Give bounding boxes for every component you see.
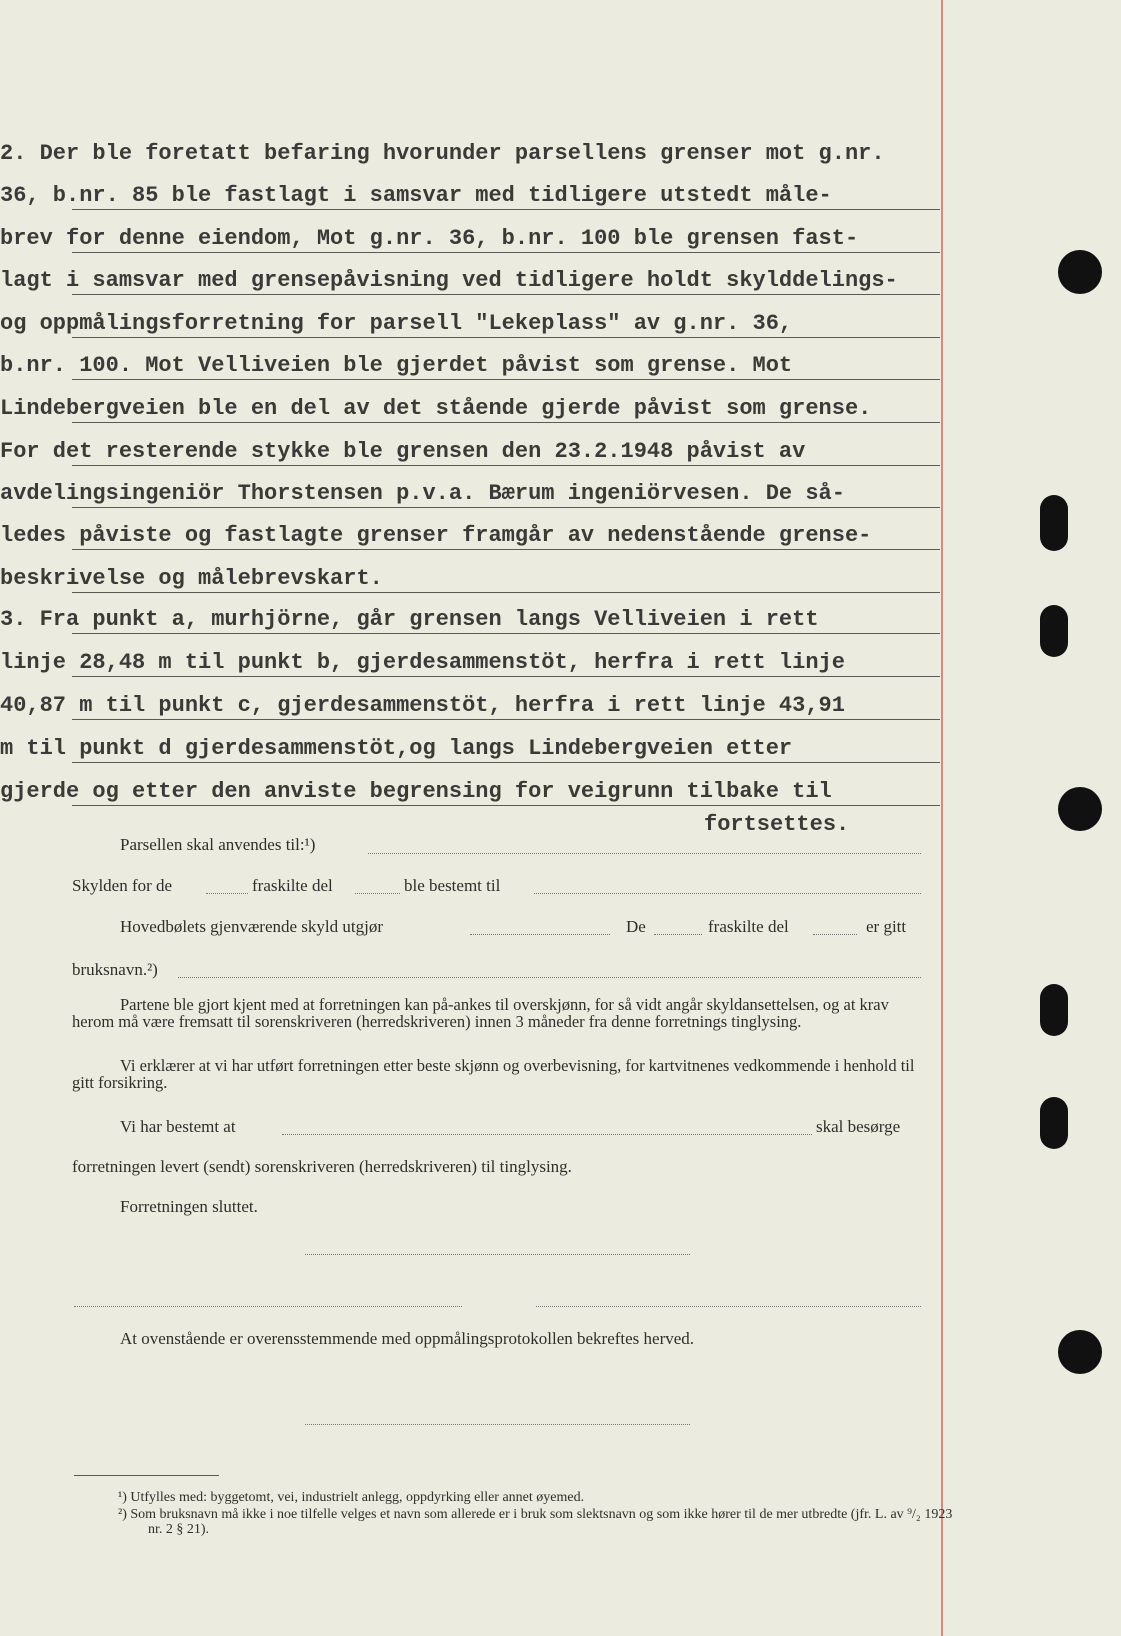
margin-line — [941, 0, 943, 1636]
typed-line: 2. Der ble foretatt befaring hvorunder parsellens grenser mot g.nr. — [0, 141, 885, 166]
typed-line: avdelingsingeniör Thorstensen p.v.a. Bærum ingeniörvesen. De så- — [0, 481, 845, 506]
typed-line: gjerde og etter den anviste begrensing for veigrunn tilbake til — [0, 779, 832, 804]
hovedbol-label: De — [626, 917, 646, 936]
hovedbol-label: Hovedbølets gjenværende skyld utgjør — [120, 917, 383, 936]
punch-hole — [1040, 1097, 1068, 1149]
typed-line: og oppmålingsforretning for parsell "Lekeplass" av g.nr. 36, — [0, 311, 793, 336]
typed-line: Lindebergveien ble en del av det stående gjerde påvist som grense. — [0, 396, 872, 421]
fill-line — [470, 934, 610, 935]
ruled-line — [72, 294, 940, 295]
ruled-line — [72, 762, 940, 763]
fill-line — [654, 934, 702, 935]
ruled-line — [72, 379, 940, 380]
skylden-label: fraskilte del — [252, 876, 333, 895]
erklaering-paragraph: Vi erklærer at vi har utført forretningen etter beste skjønn og overbevisning, for kartvitnenes vedkommende i henhold til gitt forsikring. — [72, 1056, 915, 1092]
ruled-line — [72, 465, 940, 466]
fill-line — [368, 853, 921, 854]
partene-paragraph: Partene ble gjort kjent med at forretningen kan på-ankes til overskjønn, for så vidt angår skyldansettelsen, og at krav herom må være fremsatt til sorenskriveren (herredskriveren) innen 3 måneder fra denne forretnings tinglysing. — [72, 995, 889, 1031]
punch-hole — [1040, 495, 1068, 551]
ruled-line — [72, 209, 940, 210]
typed-line: 40,87 m til punkt c, gjerdesammenstöt, herfra i rett linje 43,91 — [0, 693, 845, 718]
ruled-line — [72, 252, 940, 253]
signature-line — [74, 1306, 462, 1307]
skylden-label: Skylden for de — [72, 876, 173, 895]
punch-hole — [1040, 605, 1068, 657]
typed-line: b.nr. 100. Mot Velliveien ble gjerdet påvist som grense. Mot — [0, 353, 793, 378]
signature-line — [305, 1254, 690, 1255]
footnote: ¹) Utfylles med: byggetomt, vei, industrielt anlegg, oppdyrking eller annet øyemed. — [118, 1490, 585, 1505]
ruled-line — [72, 676, 940, 677]
signature-line — [536, 1306, 921, 1307]
bestemt-label: skal besørge — [816, 1117, 901, 1136]
bekreftes-label: At ovenstående er overensstemmende med oppmålingsprotokollen bekreftes herved. — [120, 1329, 695, 1348]
sluttet-label: Forretningen sluttet. — [120, 1197, 258, 1216]
fill-line — [178, 977, 921, 978]
typed-line: lagt i samsvar med grensepåvisning ved tidligere holdt skylddelings- — [0, 268, 898, 293]
typed-line: 3. Fra punkt a, murhjörne, går grensen langs Velliveien i rett — [0, 607, 819, 632]
typed-line: ledes påviste og fastlagte grenser framgår av nedenstående grense- — [0, 523, 872, 548]
ruled-line — [72, 805, 940, 806]
ruled-line — [72, 592, 940, 593]
typed-line: 36, b.nr. 85 ble fastlagt i samsvar med tidligere utstedt måle- — [0, 183, 832, 208]
signature-line — [305, 1424, 690, 1425]
punch-hole — [1040, 984, 1068, 1036]
bruksnavn-label: bruksnavn.²) — [72, 960, 158, 979]
ruled-line — [72, 422, 940, 423]
typed-line: m til punkt d gjerdesammenstöt,og langs Lindebergveien etter — [0, 736, 793, 761]
typed-line: beskrivelse og målebrevskart. — [0, 566, 383, 591]
typed-line: linje 28,48 m til punkt b, gjerdesammenstöt, herfra i rett linje — [0, 650, 845, 675]
ruled-line — [72, 507, 940, 508]
punch-hole — [1058, 787, 1102, 831]
continued-note: fortsettes. — [704, 812, 850, 837]
ruled-line — [72, 337, 940, 338]
punch-hole — [1058, 250, 1102, 294]
levert-label: forretningen levert (sendt) sorenskriveren (herredskriveren) til tinglysing. — [72, 1157, 572, 1176]
parsellen-label: Parsellen skal anvendes til:¹) — [120, 835, 316, 854]
fill-line — [534, 893, 921, 894]
hovedbol-label: fraskilte del — [708, 917, 789, 936]
footnote: ²) Som bruksnavn må ikke i noe tilfelle velges et navn som allerede er i bruk som slektsnavn og som ikke hører til de mer utbredte (jfr. L. av ⁹/₂ 1923 nr. 2 § 21). — [118, 1507, 953, 1537]
fill-line — [813, 934, 857, 935]
hovedbol-label: er gitt — [866, 917, 907, 936]
punch-hole — [1058, 1330, 1102, 1374]
fill-line — [282, 1134, 812, 1135]
skylden-label: ble bestemt til — [404, 876, 501, 895]
ruled-line — [72, 633, 940, 634]
footnote-rule — [74, 1475, 219, 1476]
typed-line: For det resterende stykke ble grensen den 23.2.1948 påvist av — [0, 439, 806, 464]
fill-line — [206, 893, 248, 894]
typed-line: brev for denne eiendom, Mot g.nr. 36, b.nr. 100 ble grensen fast- — [0, 226, 859, 251]
ruled-line — [72, 549, 940, 550]
ruled-line — [72, 719, 940, 720]
fill-line — [355, 893, 400, 894]
bestemt-label: Vi har bestemt at — [120, 1117, 236, 1136]
